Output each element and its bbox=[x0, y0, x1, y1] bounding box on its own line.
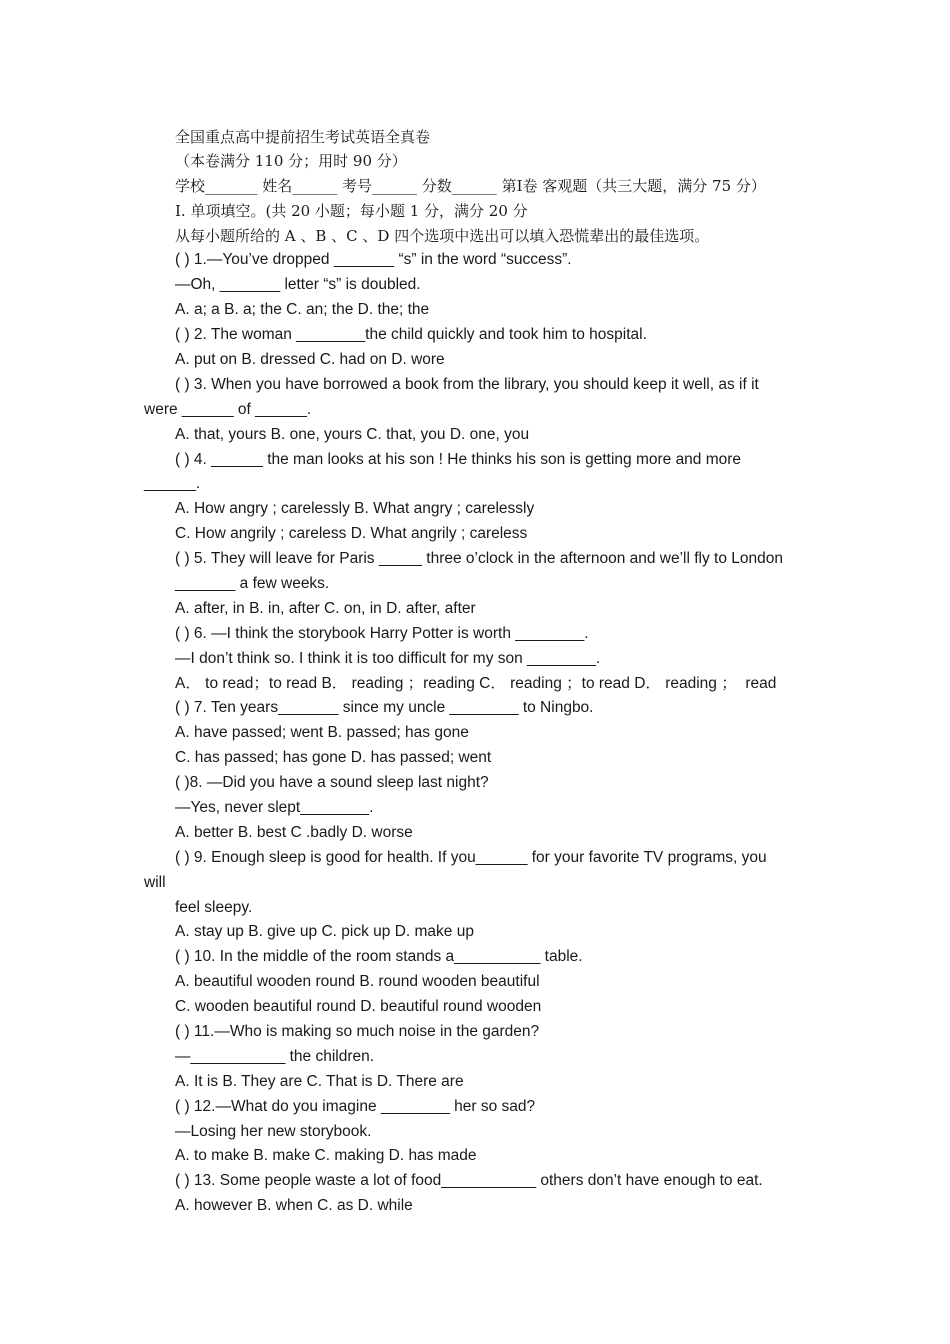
question-line: —Oh, _______ letter “s” is doubled. bbox=[175, 276, 421, 293]
answer-options: A. put on B. dressed C. had on D. wore bbox=[175, 351, 445, 368]
answer-options: A. stay up B. give up C. pick up D. make up bbox=[175, 923, 474, 940]
question-line: ( ) 11.—Who is making so much noise in the garden? bbox=[175, 1023, 540, 1040]
exam-title: 全国重点高中提前招生考试英语全真卷 bbox=[175, 128, 431, 146]
question-line: feel sleepy. bbox=[175, 899, 253, 916]
answer-options: A. How angry ; carelessly B. What angry ; carelessly bbox=[175, 500, 535, 517]
question-line: ( ) 6. —I think the storybook Harry Potter is worth ________. bbox=[175, 625, 589, 642]
question-line: ( ) 3. When you have borrowed a book from the library, you should keep it well, as if it bbox=[175, 376, 759, 393]
question-line: ( ) 2. The woman ________the child quickly and took him to hospital. bbox=[175, 326, 647, 343]
question-line: _______ a few weeks. bbox=[175, 575, 330, 592]
answer-options: A. after, in B. in, after C. on, in D. after, after bbox=[175, 600, 476, 617]
answer-options: A. a; a B. a; the C. an; the D. the; the bbox=[175, 301, 430, 318]
exam-subtitle: （本卷满分 110 分；用时 90 分） bbox=[175, 152, 407, 170]
answer-options: A. beautiful wooden round B. round wooden beautiful bbox=[175, 973, 540, 990]
section-heading: Ⅰ. 单项填空。(共 20 小题；每小题 1 分，满分 20 分 bbox=[175, 202, 528, 220]
question-line: —Losing her new storybook. bbox=[175, 1123, 372, 1140]
question-line: will bbox=[144, 874, 166, 891]
question-line: ( ) 13. Some people waste a lot of food___________ others don’t have enough to eat. bbox=[175, 1172, 763, 1189]
answer-options: A. that, yours B. one, yours C. that, you D. one, you bbox=[175, 426, 530, 443]
answer-options: A. however B. when C. as D. while bbox=[175, 1197, 413, 1214]
question-line: ( )8. —Did you have a sound sleep last night? bbox=[175, 774, 489, 791]
question-line: ( ) 10. In the middle of the room stands a__________ table. bbox=[175, 948, 583, 965]
question-line: ( ) 4. ______ the man looks at his son ! He thinks his son is getting more and more bbox=[175, 451, 742, 468]
question-line: were ______ of ______. bbox=[144, 401, 312, 418]
answer-options: A． to read；to read B． reading ；reading C． reading ；to read D． reading ； read bbox=[175, 675, 777, 692]
question-line: ( ) 12.—What do you imagine ________ her so sad? bbox=[175, 1098, 536, 1115]
answer-options: C. wooden beautiful round D. beautiful round wooden bbox=[175, 998, 542, 1015]
answer-options: A. to make B. make C. making D. has made bbox=[175, 1147, 477, 1164]
section-instructions: 从每小题所给的 A 、B 、C 、D 四个选项中选出可以填入恐慌辈出的最佳选项。 bbox=[175, 227, 710, 245]
answer-options: A. have passed; went B. passed; has gone bbox=[175, 724, 469, 741]
question-line: ( ) 9. Enough sleep is good for health. If you______ for your favorite TV programs, you bbox=[175, 849, 767, 866]
question-line: ______. bbox=[144, 475, 201, 492]
question-line: ( ) 1.—You’ve dropped _______ “s” in the word “success”. bbox=[175, 251, 572, 268]
question-line: ( ) 7. Ten years_______ since my uncle ________ to Ningbo. bbox=[175, 699, 594, 716]
answer-options: C. How angrily ; careless D. What angrily ; careless bbox=[175, 525, 528, 542]
question-line: —Yes, never slept________. bbox=[175, 799, 374, 816]
answer-options: A. better B. best C .badly D. worse bbox=[175, 824, 413, 841]
student-info-line: 学校_______ 姓名______ 考号______ 分数______ 第Ⅰ卷 客观题（共三大题，满分 75 分） bbox=[175, 177, 766, 195]
question-line: ( ) 5. They will leave for Paris _____ three o’clock in the afternoon and we’ll fly to London bbox=[175, 550, 783, 567]
question-line: —___________ the children. bbox=[175, 1048, 375, 1065]
answer-options: A. It is B. They are C. That is D. There are bbox=[175, 1073, 464, 1090]
answer-options: C. has passed; has gone D. has passed; went bbox=[175, 749, 492, 766]
question-line: —I don’t think so. I think it is too difficult for my son ________. bbox=[175, 650, 601, 667]
